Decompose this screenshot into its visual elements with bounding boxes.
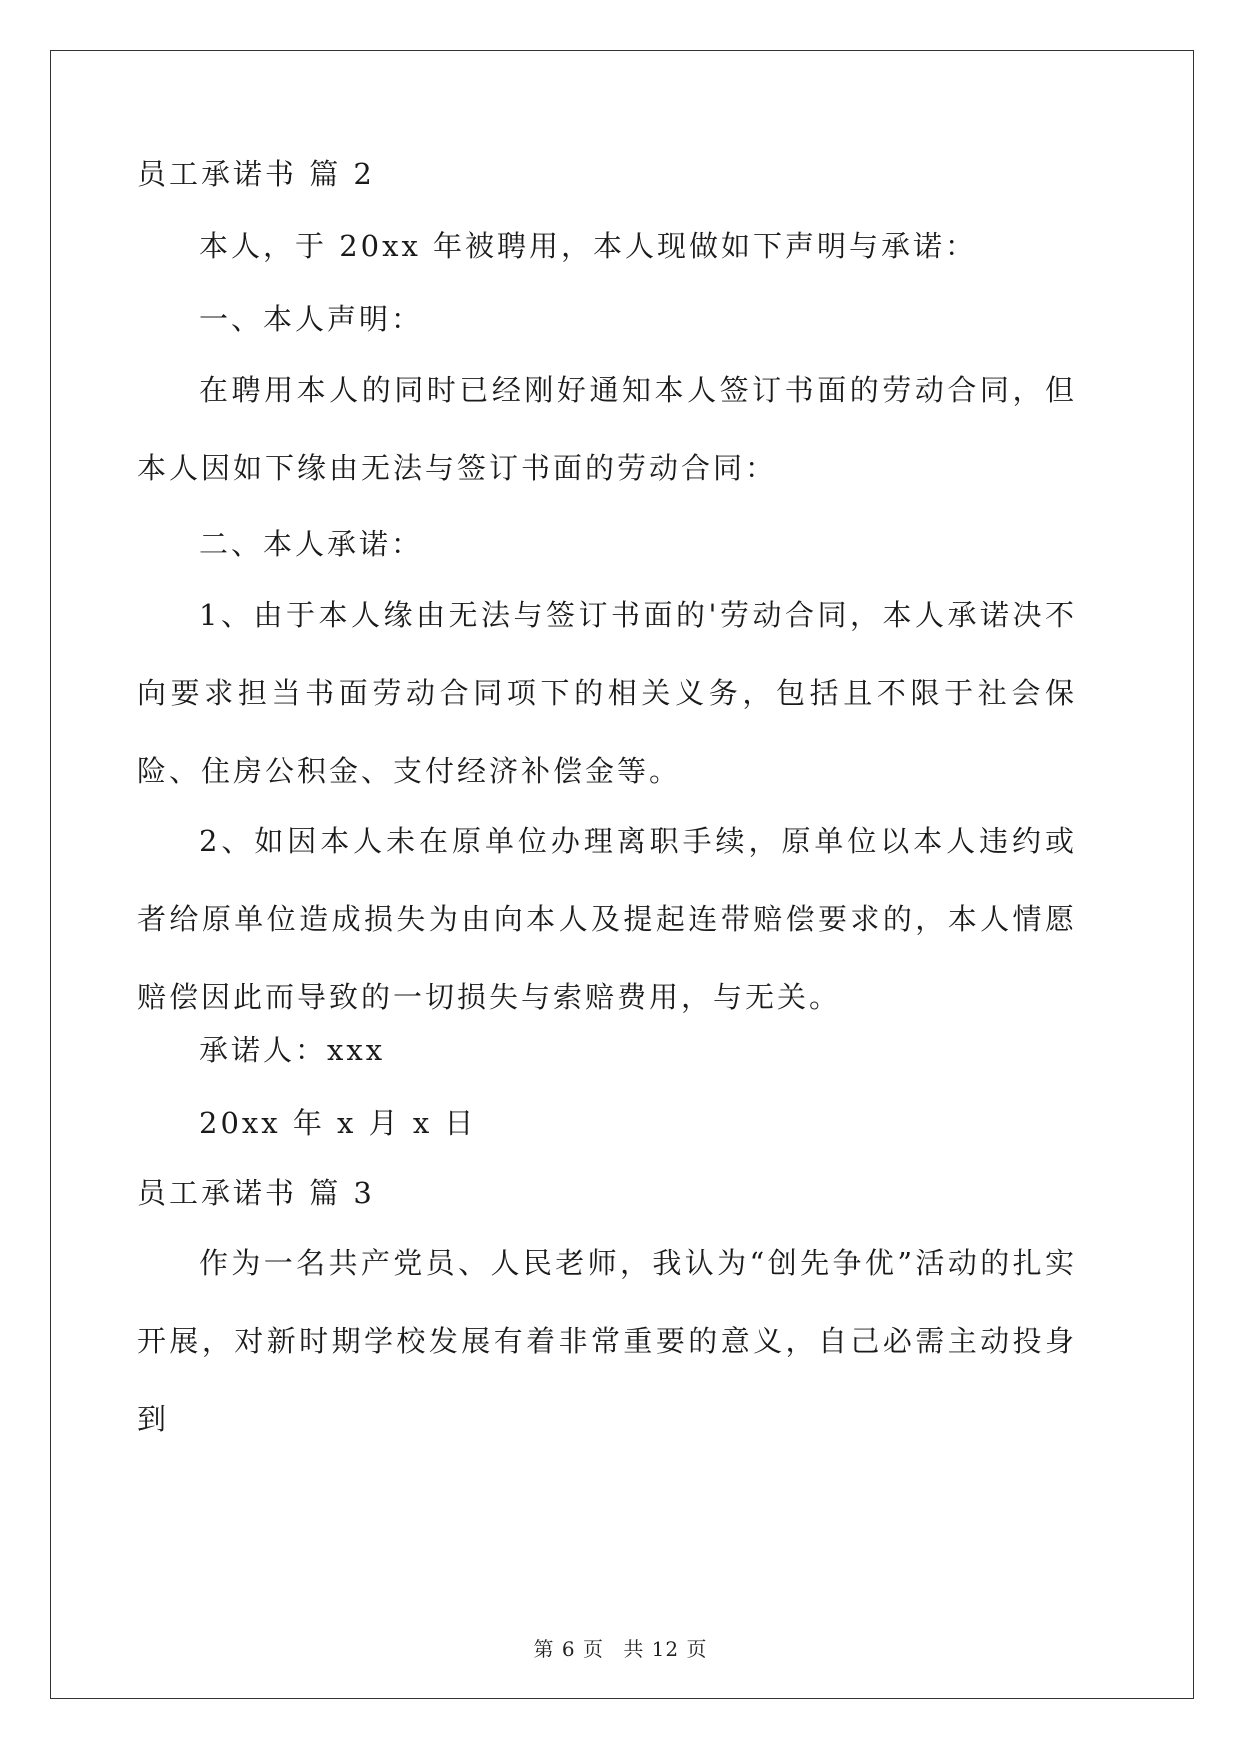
paragraph: 二、本人承诺： bbox=[199, 527, 424, 561]
page-number: 第 6 页 bbox=[533, 1637, 604, 1661]
date-line: 20xx 年 x 月 x 日 bbox=[199, 1106, 477, 1140]
paragraph: 2、如因本人未在原单位办理离职手续，原单位以本人违约或者给原单位造成损失为由向本人及提起连带赔偿要求的，本人情愿赔偿因此而导致的一切损失与索赔费用，与无关。 bbox=[137, 824, 1077, 1014]
paragraph: 1、由于本人缘由无法与签订书面的'劳动合同，本人承诺决不向要求担当书面劳动合同项下的相关义务，包括且不限于社会保险、住房公积金、支付经济补偿金等。 bbox=[137, 598, 1077, 788]
paragraph: 在聘用本人的同时已经刚好通知本人签订书面的劳动合同，但本人因如下缘由无法与签订书面的劳动合同： bbox=[137, 373, 1077, 485]
paragraph: 一、本人声明： bbox=[199, 302, 424, 336]
section-heading: 员工承诺书 篇 2 bbox=[137, 157, 375, 191]
page-footer bbox=[0, 1633, 1241, 1662]
paragraph: 本人，于 20xx 年被聘用，本人现做如下声明与承诺： bbox=[199, 229, 978, 263]
paragraph: 作为一名共产党员、人民老师，我认为“创先争优”活动的扎实开展，对新时期学校发展有着非常重要的意义，自己必需主动投身到 bbox=[137, 1246, 1077, 1436]
section-heading: 员工承诺书 篇 3 bbox=[137, 1176, 375, 1210]
signatory-line: 承诺人：xxx bbox=[199, 1033, 386, 1067]
page-total: 共 12 页 bbox=[623, 1637, 708, 1661]
